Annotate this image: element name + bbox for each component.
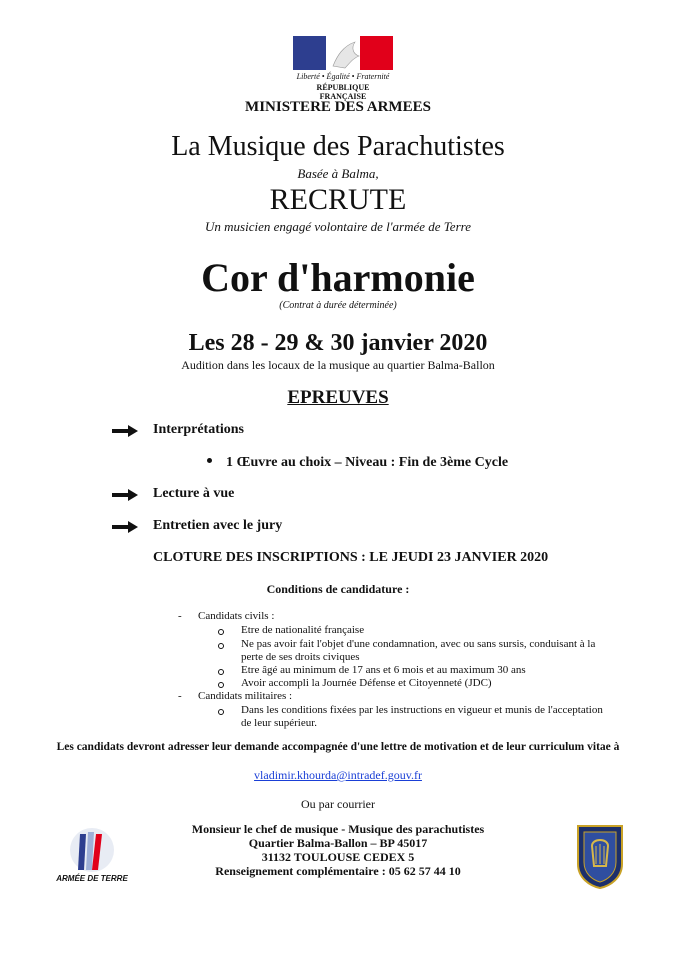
address-line: Renseignement complémentaire : 05 62 57 44 10 [215, 864, 461, 878]
condition-item-continued: de leur supérieur. [241, 717, 318, 729]
audition-place: Audition dans les locaux de la musique au quartier Balma-Ballon [181, 358, 495, 372]
circle-bullet-icon [218, 669, 224, 675]
cloture-text: CLOTURE DES INSCRIPTIONS : LE JEUDI 23 JANVIER 2020 [153, 550, 549, 565]
ministere-title: MINISTERE DES ARMEES [245, 99, 431, 115]
civils-label: Candidats civils : [198, 610, 275, 622]
circle-bullet-icon [218, 709, 224, 715]
epreuve-item: Lecture à vue [153, 486, 235, 501]
armee-logo-text: ARMÉE DE TERRE [56, 874, 128, 883]
arrow-right-icon [112, 521, 138, 533]
conditions-title: Conditions de candidature : [266, 582, 410, 596]
instruction-text: Les candidats devront adresser leur demande accompagnée d'une lettre de motivation et de leur curriculum vitae à [56, 741, 620, 753]
militaires-label: Candidats militaires : [198, 690, 293, 702]
circle-bullet-icon [218, 629, 224, 635]
address-line: Quartier Balma-Ballon – BP 45017 [248, 836, 428, 850]
address-line: Monsieur le chef de musique - Musique des parachutistes [191, 822, 485, 836]
location-text: Basée à Balma, [297, 166, 379, 181]
dash-bullet: - [178, 610, 182, 622]
instrument-heading: Cor d'harmonie [201, 255, 475, 300]
epreuve-sub-item [207, 455, 508, 471]
republique-logo [293, 36, 393, 100]
epreuve-item: Entretien avec le jury [153, 518, 283, 533]
epreuves-heading: EPREUVES [287, 387, 389, 408]
condition-item: Etre de nationalité française [241, 624, 365, 636]
courrier-text: Ou par courrier [301, 797, 375, 811]
circle-bullet-icon [218, 682, 224, 688]
logo-republique: RÉPUBLIQUE FRANÇAISE [316, 83, 370, 101]
condition-item-continued: perte de ses droits civiques [241, 651, 360, 663]
musique-insignia-icon [574, 824, 626, 890]
condition-item: Avoir accompli la Journée Défense et Citoyenneté (JDC) [241, 677, 492, 689]
address-line: 31132 TOULOUSE CEDEX 5 [261, 850, 415, 864]
unit-title: La Musique des Parachutistes [171, 131, 505, 162]
email-link[interactable]: vladimir.khourda@intradef.gouv.fr [254, 768, 422, 782]
arrow-right-icon [112, 489, 138, 501]
marianne-flag-icon [293, 36, 393, 70]
armee-de-terre-logo [52, 826, 132, 890]
audition-dates: Les 28 - 29 & 30 janvier 2020 [188, 330, 488, 356]
condition-item: Etre âgé au minimum de 17 ans et 6 mois et au maximum 30 ans [241, 664, 526, 676]
contract-text: (Contrat à durée déterminée) [279, 300, 397, 311]
sub-item-label: 1 Œuvre au choix – Niveau : Fin de 3ème Cycle [226, 455, 509, 470]
dash-bullet: - [178, 690, 182, 702]
musician-text: Un musicien engagé volontaire de l'armée de Terre [205, 219, 471, 234]
condition-item: Ne pas avoir fait l'objet d'une condamnation, avec ou sans sursis, conduisant à la [241, 638, 596, 650]
bullet-icon [207, 458, 212, 463]
arrow-right-icon [112, 425, 138, 437]
circle-bullet-icon [218, 643, 224, 649]
recrute-heading: RECRUTE [269, 183, 407, 216]
epreuve-item: Interprétations [153, 422, 244, 437]
condition-item: Dans les conditions fixées par les instructions en vigueur et munis de l'acceptation [241, 704, 603, 716]
logo-motto: Liberté • Égalité • Fraternité [296, 72, 390, 81]
armee-emblem-icon [52, 826, 132, 876]
